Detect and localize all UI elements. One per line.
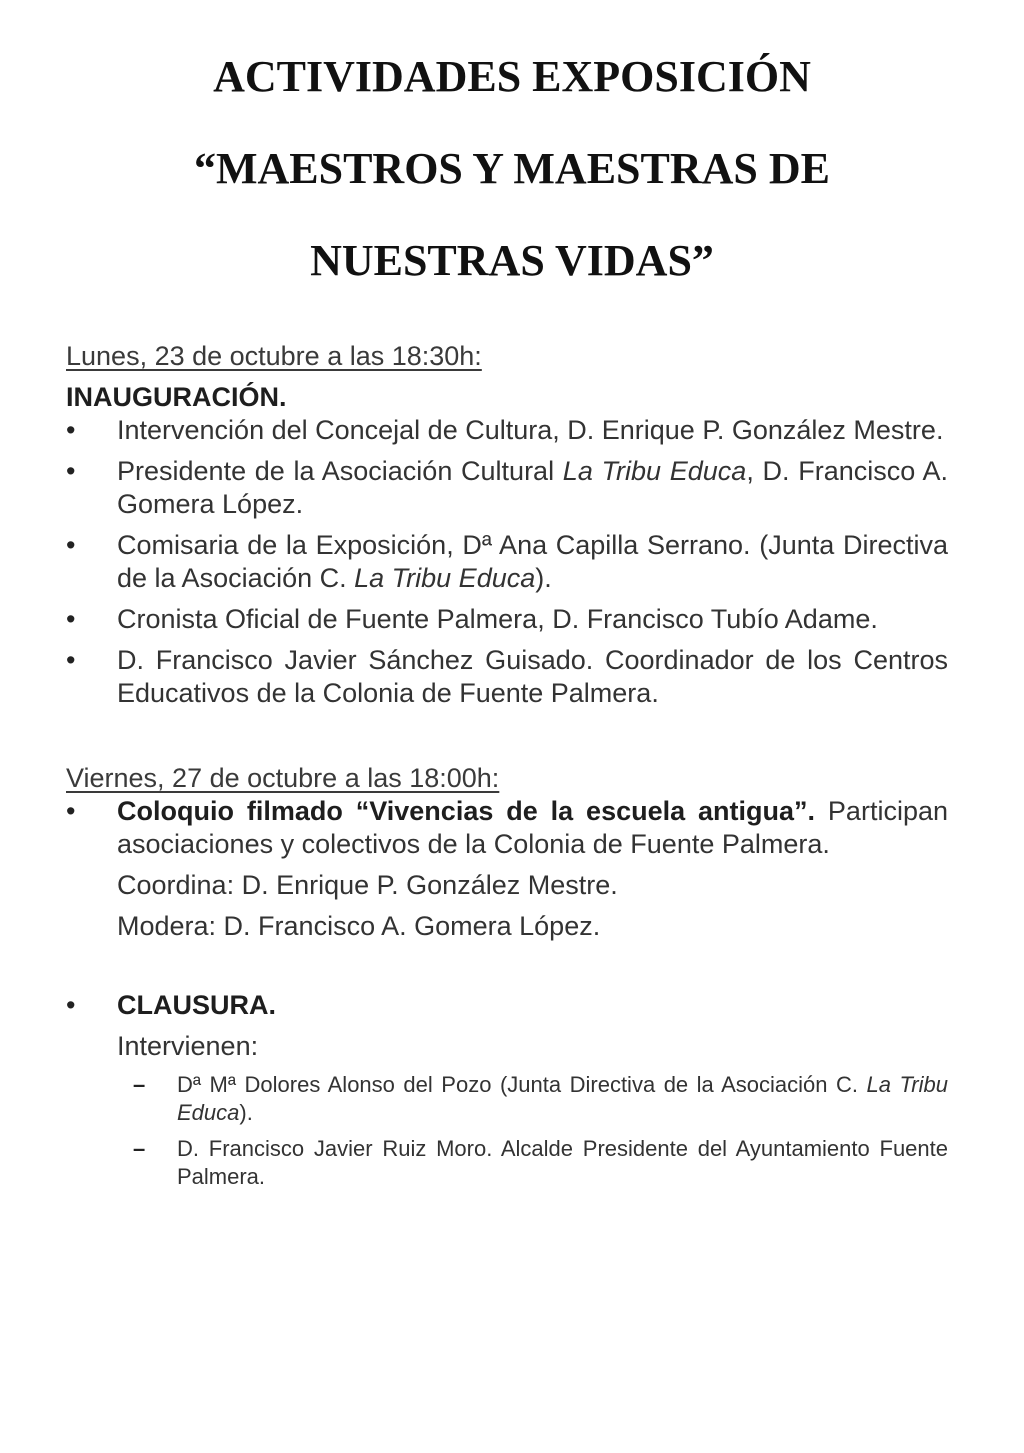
item-text: Dª Mª Dolores Alonso del Pozo (Junta Directiva de la Asociación C. xyxy=(177,1072,867,1097)
item-italic: La Tribu Educa xyxy=(562,456,747,486)
coloquio-coordina: Coordina: D. Enrique P. González Mestre. xyxy=(117,870,618,900)
list-item xyxy=(66,455,948,521)
item-text: Intervención del Concejal de Cultura, D. Enrique P. González Mestre. xyxy=(117,415,944,445)
clausura-speakers xyxy=(66,1071,948,1191)
list-item-clausura xyxy=(66,989,948,1022)
item-italic: La Tribu Educa xyxy=(354,563,536,593)
section2-date: Viernes, 27 de octubre a las 18:00h: xyxy=(66,763,500,793)
item-text: D. Francisco Javier Ruiz Moro. Alcalde Presidente del Ayuntamiento Fuente Palmera. xyxy=(177,1136,948,1189)
section1-heading: INAUGURACIÓN. xyxy=(66,382,287,412)
title-line-2: “MAESTROS Y MAESTRAS DE xyxy=(193,144,831,193)
clausura-intervienen: Intervienen: xyxy=(117,1031,259,1061)
item-text: ). xyxy=(535,563,552,593)
coloquio-text: Participan asociaciones y colectivos de la Colonia de Fuente Palmera. xyxy=(117,796,948,859)
title-line-3: NUESTRAS VIDAS” xyxy=(310,236,714,285)
item-text: Presidente de la Asociación Cultural xyxy=(117,456,563,486)
section1-list xyxy=(66,414,948,710)
item-text: , D. Francisco A. Gomera López. xyxy=(117,456,948,519)
list-item xyxy=(66,644,948,710)
item-italic: La Tribu Educa xyxy=(177,1072,948,1125)
list-item xyxy=(66,603,948,636)
list-item xyxy=(66,529,948,595)
item-text: D. Francisco Javier Sánchez Guisado. Coordinador de los Centros Educativos de la Colonia de Fuente Palmera. xyxy=(117,645,948,708)
clausura-heading: CLAUSURA. xyxy=(117,990,276,1020)
clausura-list xyxy=(66,989,948,1022)
section1-date: Lunes, 23 de octubre a las 18:30h: xyxy=(66,341,482,371)
item-text: Cronista Oficial de Fuente Palmera, D. Francisco Tubío Adame. xyxy=(117,604,878,634)
coloquio-modera: Modera: D. Francisco A. Gomera López. xyxy=(117,911,601,941)
title-line-1: ACTIVIDADES EXPOSICIÓN xyxy=(213,52,811,101)
document-body xyxy=(66,340,948,1199)
coloquio-title: Coloquio filmado “Vivencias de la escuela antigua”. xyxy=(117,796,816,826)
item-text: Comisaria de la Exposición, Dª Ana Capilla Serrano. (Junta Directiva de la Asociación C. xyxy=(117,530,948,593)
list-item xyxy=(177,1071,948,1127)
section2-list xyxy=(66,795,948,861)
list-item xyxy=(66,414,948,447)
document-title xyxy=(0,45,1024,321)
list-item-coloquio xyxy=(66,795,948,861)
list-item xyxy=(177,1135,948,1191)
item-text: ). xyxy=(239,1100,253,1125)
